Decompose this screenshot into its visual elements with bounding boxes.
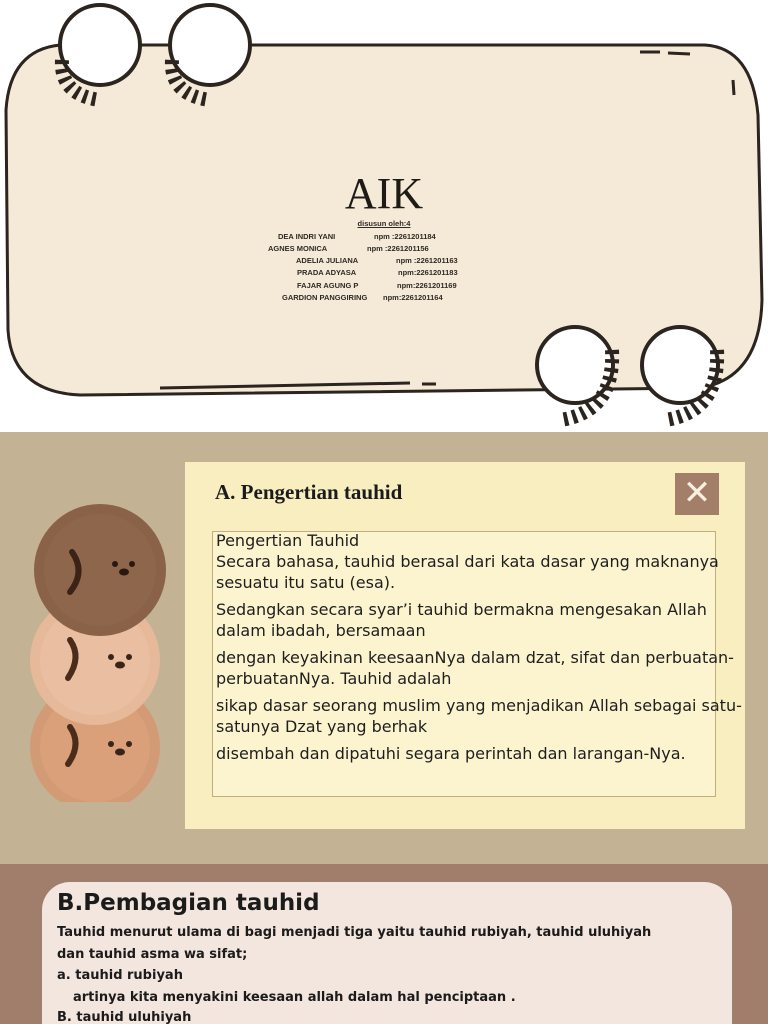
text-line: dan tauhid asma wa sifat; (57, 947, 248, 962)
member-npm: npm :2261201156 (367, 244, 429, 253)
member-name: GARDION PANGGIRING (282, 293, 368, 302)
paragraph: dengan keyakinan keesaanNya dalam dzat, sifat dan perbuatan-perbuatanNya. Tauhid adalah (216, 648, 734, 688)
member-name: FAJAR AGUNG P (297, 281, 359, 290)
author-heading: disusun oleh:4 (357, 219, 411, 228)
member-npm: npm:2261201183 (398, 268, 458, 277)
member-npm: npm:2261201164 (383, 293, 443, 302)
slide-definition (0, 432, 768, 864)
member-name: ADELIA JULIANA (296, 256, 359, 265)
paragraph: Secara bahasa, tauhid berasal dari kata dasar yang maknanya sesuatu itu satu (esa). (216, 552, 719, 592)
member-npm: npm :2261201184 (374, 232, 436, 241)
definition-text (216, 530, 751, 770)
section-heading: A. Pengertian tauhid (215, 480, 403, 504)
member-name: PRADA ADYASA (297, 268, 357, 277)
text-line: Tauhid menurut ulama di bagi menjadi tiga yaitu tauhid rubiyah, tauhid uluhiyah (57, 925, 652, 940)
paragraph: Pengertian Tauhid (216, 531, 360, 550)
paragraph: sikap dasar seorang muslim yang menjadikan Allah sebagai satu-satunya Dzat yang berhak (216, 696, 742, 736)
presentation-title: AIK (344, 169, 424, 218)
close-icon[interactable]: ✕ (675, 473, 719, 515)
member-npm: npm:2261201169 (397, 281, 457, 290)
section-heading: B.Pembagian tauhid (57, 890, 320, 916)
cookie-bear-icon (20, 502, 180, 802)
text-line: artinya kita menyakini keesaan allah dalam hal penciptaan . (73, 990, 516, 1005)
member-name: DEA INDRI YANI (278, 232, 336, 241)
text-line: B. tauhid uluhiyah (57, 1010, 192, 1024)
text-line: a. tauhid rubiyah (57, 968, 183, 983)
paragraph: disembah dan dipatuhi segara perintah dan larangan-Nya. (216, 744, 686, 763)
slide-division (0, 864, 768, 1024)
slide-title (0, 0, 768, 432)
paragraph: Sedangkan secara syar’i tauhid bermakna mengesakan Allah dalam ibadah, bersamaan (216, 600, 707, 640)
member-name: AGNES MONICA (268, 244, 328, 253)
member-npm: npm :2261201163 (396, 256, 458, 265)
